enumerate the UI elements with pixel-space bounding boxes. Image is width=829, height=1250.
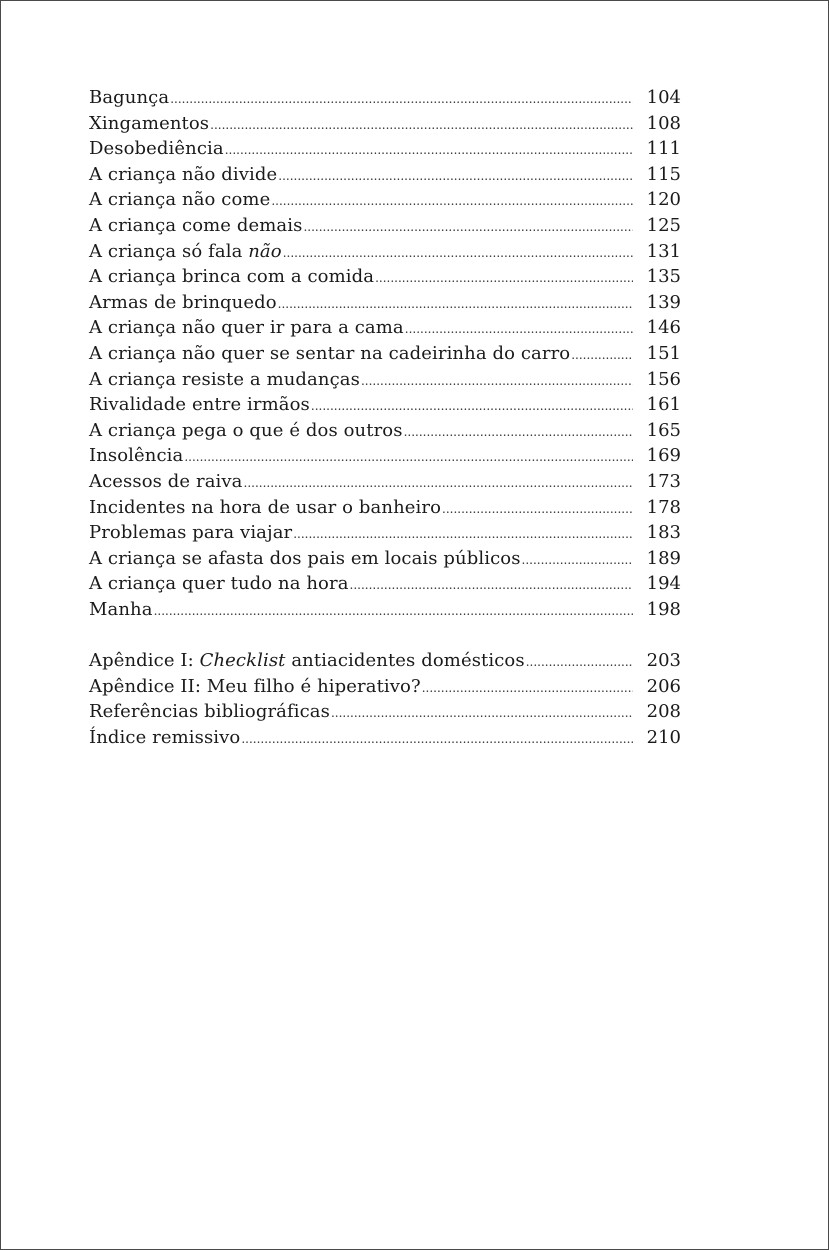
dot-leader — [241, 727, 633, 753]
toc-entry-page: 165 — [646, 419, 681, 441]
toc-entry-title: A criança resiste a mudanças — [89, 368, 360, 390]
toc-entry-page: 111 — [646, 138, 681, 160]
toc-entry-title-italic: não — [248, 240, 282, 262]
dot-leader — [271, 189, 633, 215]
toc-entry-title: A criança não quer se sentar na cadeirinha do carro — [89, 342, 571, 364]
dot-leader — [442, 497, 633, 523]
toc-entry-page: 120 — [646, 189, 681, 211]
toc-entry-page: 203 — [646, 650, 681, 672]
toc-entry-title: A criança pega o que é dos outros — [89, 419, 403, 441]
toc-entry-page: 125 — [646, 214, 681, 236]
toc-entry-page: 151 — [646, 342, 681, 364]
toc-entry-page: 104 — [646, 87, 681, 108]
toc-entry-se-afasta-dos-pais — [89, 546, 681, 572]
dot-leader — [278, 292, 633, 318]
dot-leader — [522, 548, 633, 574]
dot-leader — [350, 573, 633, 599]
toc-entry-nao-come — [89, 187, 681, 213]
toc-entry-quer-tudo-na-hora — [89, 571, 681, 597]
toc-entry-title: A criança se afasta dos pais em locais públicos — [89, 547, 521, 569]
toc-entry-page: 194 — [646, 573, 681, 595]
toc-entry-insolencia — [89, 443, 681, 469]
toc-entry-indice-remissivo — [89, 725, 681, 751]
toc-entry-brinca-com-comida — [89, 264, 681, 290]
dot-leader — [278, 164, 633, 190]
dot-leader — [331, 701, 633, 727]
toc-entry-cadeirinha-do-carro — [89, 341, 681, 367]
dot-leader — [361, 369, 633, 395]
toc-entry-title-text: Apêndice I: — [89, 650, 200, 672]
toc-entry-referencias — [89, 699, 681, 725]
toc-entry-manha — [89, 597, 681, 623]
toc-entry-title: Acessos de raiva — [89, 470, 243, 492]
toc-entry-title: A criança brinca com a comida — [89, 266, 375, 288]
toc-entry-title: A criança come demais — [89, 214, 303, 236]
toc-entry-page: 131 — [646, 240, 681, 262]
toc-entry-page: 161 — [646, 394, 681, 416]
toc-entry-title-text: antiacidentes domésticos — [285, 650, 525, 672]
toc-entry-page: 178 — [646, 496, 681, 518]
toc-entry-title-italic: Checklist — [199, 650, 286, 672]
toc-entry-so-fala-nao — [89, 239, 681, 265]
toc-entry-page: 189 — [646, 547, 681, 569]
toc-entry-apendice-2 — [89, 674, 681, 700]
toc-entry-resiste-a-mudancas — [89, 367, 681, 393]
toc-entry-pega-o-que-e-dos-outros — [89, 418, 681, 444]
dot-leader — [571, 343, 633, 369]
toc-entry-acessos-de-raiva — [89, 469, 681, 495]
toc-entry-xingamentos — [89, 111, 681, 137]
toc-entry-title: A criança não divide — [89, 163, 278, 185]
dot-leader — [405, 317, 633, 343]
toc-entry-nao-quer-ir-para-cama — [89, 315, 681, 341]
toc-entry-title: Apêndice II: Meu filho é hiperativo? — [89, 675, 421, 697]
toc-entry-page: 210 — [646, 726, 681, 748]
toc-entry-desobediencia — [89, 136, 681, 162]
toc-entry-rivalidade-entre-irmaos — [89, 392, 681, 418]
toc-entry-title: Problemas para viajar — [89, 522, 293, 544]
toc-entry-page: 146 — [646, 317, 681, 339]
dot-leader — [311, 394, 633, 420]
dot-leader — [184, 445, 633, 471]
toc-entry-title: Índice remissivo — [89, 726, 241, 748]
dot-leader — [422, 676, 633, 702]
toc-entry-page: 206 — [646, 675, 681, 697]
toc-entry-title-text: A criança só fala — [89, 240, 249, 262]
toc-entry-title: Desobediência — [89, 138, 224, 160]
dot-leader — [225, 138, 633, 164]
dot-leader — [283, 241, 633, 267]
dot-leader — [526, 650, 633, 676]
dot-leader — [375, 266, 633, 292]
toc-entry-bagunca — [89, 85, 681, 111]
toc-entry-title: Armas de brinquedo — [89, 291, 277, 313]
toc-entry-page: 198 — [646, 598, 681, 620]
dot-leader — [303, 215, 633, 241]
toc-entry-page: 173 — [646, 470, 681, 492]
toc-entry-page: 169 — [646, 445, 681, 467]
toc-entry-title — [89, 648, 525, 674]
toc-entry-page: 156 — [646, 368, 681, 390]
toc-entry-title: A criança não quer ir para a cama — [89, 317, 404, 339]
toc-entry-title: Xingamentos — [89, 112, 210, 134]
toc-entry-title: Bagunça — [89, 87, 170, 108]
toc-entry-title: Referências bibliográficas — [89, 701, 330, 723]
toc-entry-armas-de-brinquedo — [89, 290, 681, 316]
toc-entry-title — [89, 239, 282, 265]
toc-entry-title: Rivalidade entre irmãos — [89, 394, 310, 416]
toc-entry-come-demais — [89, 213, 681, 239]
toc-entry-page: 208 — [646, 701, 681, 723]
toc-entry-apendice-1 — [89, 648, 681, 674]
toc-entry-page: 135 — [646, 266, 681, 288]
toc-entry-title: Incidentes na hora de usar o banheiro — [89, 496, 442, 518]
toc-entry-title: Insolência — [89, 445, 184, 467]
toc-entry-page: 108 — [646, 112, 681, 134]
dot-leader — [244, 471, 634, 497]
table-of-contents — [89, 85, 681, 750]
toc-entry-page: 115 — [646, 163, 681, 185]
dot-leader — [404, 420, 633, 446]
toc-entry-problemas-para-viajar — [89, 520, 681, 546]
toc-entry-title: A criança quer tudo na hora — [89, 573, 349, 595]
toc-entry-title: Manha — [89, 598, 153, 620]
toc-entry-page: 139 — [646, 291, 681, 313]
dot-leader — [293, 522, 633, 548]
toc-entry-page: 183 — [646, 522, 681, 544]
dot-leader — [210, 113, 633, 139]
dot-leader — [170, 87, 633, 113]
toc-entry-title: A criança não come — [89, 189, 271, 211]
toc-entry-incidentes-banheiro — [89, 495, 681, 521]
toc-entry-nao-divide — [89, 162, 681, 188]
dot-leader — [154, 599, 633, 625]
